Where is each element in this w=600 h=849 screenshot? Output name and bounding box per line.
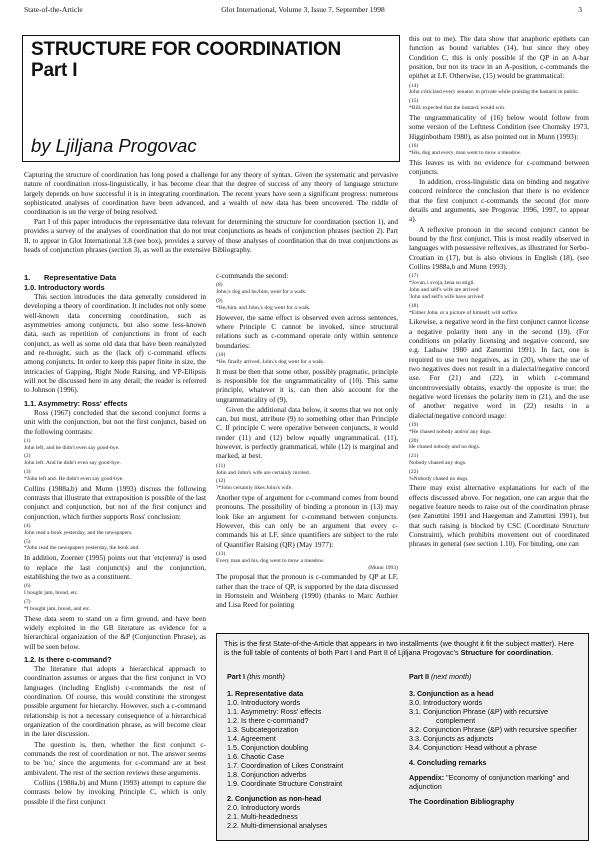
section-heading: 1. Representative Data (24, 273, 117, 282)
example: (5) *John read the newspapers yesterday, the book and. (24, 538, 140, 552)
paragraph: These data seem to stand on a firm ground, and have been widely exploited in the GB literature as evidence for a hierarchical organization of the &P (Conjunction Phrase), as will be seen below. (24, 613, 206, 651)
part-heading: Part I (this month) (227, 672, 285, 681)
abstract-paragraph: Part I of this paper introduces the representative data relevant for determining the structure for coordination (section 1), and provides a survey of the analyses of coordination that do not treat conjunctions as heads of conjunction phrases (section 2). Part II, to appear in Glot International 3.8 (see box), provides a survey of those analyses of coordination that do treat conjunctions as heads of conjunction phrases (section 3), as well as the extensive Bibliography. (24, 217, 398, 254)
paragraph: However, the same effect is observed even across sentences, where Principle C cannot be invoked, since structural relations such as c-command operate only within sentence boundaries: (216, 312, 398, 350)
toc-item: 2. Conjunction as non-head (227, 794, 322, 803)
paragraph: Ross (1967) concluded that the second conjunct forms a unit with the conjunction, but not the first conjunct, based on the following contrasts: (24, 407, 206, 436)
toc-item: 1. Representative data (227, 689, 304, 698)
toc-item: 1.3. Subcategorization (227, 725, 299, 734)
toc-item: 1.9. Coordinate Structure Constraint (227, 779, 343, 788)
example: (6) I bought jam, bread, etc. (24, 583, 79, 597)
paragraph: A reflexive pronoun in the second conjunct cannot be bound by the first conjunct. This is most readily observed in languages with possessive reflexives, as illustrated for Serbo-Croatian in (17), but is also obvious in English (18), (see Collins 1988a,b and Munn 1993). (409, 224, 589, 272)
toc-item: 2.1. Multi-headedness (227, 812, 298, 821)
column-2 (216, 271, 398, 611)
column-3 (409, 34, 589, 550)
paragraph: Collins (1988a,b) and Munn (1993) attempt to capture the contrasts below by invoking Principle C, which is only possible if the first conjunct (24, 778, 206, 806)
example: (4) John read a book yesterday, and the newspapers. (24, 523, 133, 536)
contents-box (216, 633, 589, 841)
running-header (24, 5, 582, 16)
example: (9) *Heᵢ/himᵢ and Johnᵢ's dog went for a walk. (216, 297, 311, 311)
paragraph: c-commands the second: (216, 271, 289, 280)
toc-item: 1.4. Agreement (227, 734, 276, 743)
toc-item: 3.3. Conjuncts as adjuncts (409, 734, 494, 743)
title-box (22, 35, 400, 162)
example: (1) John left, and he didn't even say good-bye. (24, 437, 120, 451)
example: (18) *Either Johnᵢ or a picture of himselfᵢ will suffice. (409, 302, 519, 316)
paragraph: The question is, then, whether the first conjunct c-commands the rest of coordination or not. The answer seems to be 'no,' since the arguments for c-command are at best ambivalent. The rest of the section reviews these arguments. (24, 739, 206, 777)
abstract-paragraph: Capturing the structure of coordination has long posed a challenge for any theory of syntax. Given the systematic and pervasive nature of coordination cross-linguistically, it has become clear that the degree of success of any theory of language structure largely depends on how successful it is in integrating coordination. The recent years have seen a significant progress: numerous sophisticated analyses of coordination have been advanced, and a wealth of new data has been uncovered. The riddle of coordination is on the verge of being resolved. (24, 171, 398, 217)
example: (17) *Jovanᵢ i svojaᵢ žena su stigli. John and self's wife are arrived 'John and self's wife have arrived' (409, 273, 485, 300)
toc-item: 3.2. Conjunction Phrase (&P) with recursive specifier (409, 725, 577, 734)
toc-item: 1.0. Introductory words (227, 698, 301, 707)
toc-item: 1.7. Coordination of Likes Constraint (227, 761, 344, 770)
example: (10) *Heᵢ finally arrived. Johnᵢ's dog went for a walk. (216, 351, 325, 365)
toc-item: 2.2. Multi-dimensional analyses (227, 821, 328, 830)
paragraph: Given the additional data below, it seems that we not only can, but must, attribute (9) to something other than Principle C. If principle C were operative between conjuncts, it would render (11) and (12) below equally ungrammatical. (11), however, is perfectly grammatical, while (12) is marginal and marked, at best. (216, 404, 398, 461)
example: (2) John left. And he didn't even say good-bye. (24, 453, 121, 467)
subsection-heading: 1.0. Introductory words (24, 282, 105, 292)
paragraph: The literature that adopts a hierarchical approach to coordination assumes or argues that the first conjunct in VO languages (including English) c-commands the rest of coordination. Of course, this would constitute the strongest possible argument for hierarchy. However, such a c-command relationship is not a necessary consequence of a hierarchical organization of the coordination phrase, as will become clear in the later discussion. (24, 664, 206, 739)
author-byline: by Ljiljana Progovac (31, 135, 197, 156)
paragraph: This section introduces the data generally considered in developing a theory of coordination. It includes not only some well-known data concerning coordination, such as asymmetries among conjuncts, but also some less-known data, such as repetition of conjunctions in front of each conjunct, as well as some old data that have been reanalyzed and re-thought, such as the (lack of) c-command effects among conjuncts. In order to keep this paper finite in size, the intricacies of Gapping, Right Node Raising, and VP-Ellipsis will not be discussed here in any detail; the reader is referred to Johnson (1996). (24, 291, 206, 395)
paragraph: Likewise, a negative word in the first conjunct cannot license a negative polarity item any in the second (19). (For conditions on polarity licensing and negative concord, see e.g. Laduaw 1980 and Zanuttini 1991). In fact, one is required to use two negatives, as in (20), where the use of two negatives does not result in a dialectal/negative concord use. For (21) and (22), in which c-command uncontroversially obtains, exactly the opposite is true: the negative word licenses the polarity item in (21), and the use of another negative word in (22) results in a dialectal/negative concord usage: (409, 317, 589, 420)
paragraph: In addition, Zoerner (1995) points out that 'etc(etera)' is used to replace the last conjunct(s) and the conjunction, establishing the two as a constituent. (24, 553, 206, 581)
subsection-heading: 1.1. Asymmetry: Ross' effects (24, 398, 128, 408)
contents-note: This is the first State-of-the-Article that appears in two installments (we thought it fit the subject matter). Here is the full table of contents of both Part I and Part II of Ljiljana Progovac's Structure for coordination. (224, 639, 574, 658)
toc-item: 2.0. Introductory words (227, 803, 301, 812)
toc-item: 1.2. Is there c-command? (227, 716, 309, 725)
example: (12) ?*John certainly likes John's wife. (216, 478, 293, 492)
paragraph: This leaves us with no evidence for c-command between conjuncts. (409, 157, 589, 176)
paragraph: It must be then that some other, possibly pragmatic, principle is responsible for the ungrammaticality of (10). This same principle, whatever it is, can then also account for the ungrammaticality of (9). (216, 366, 398, 404)
toc-item: 3.4. Conjunction: Head without a phrase (409, 743, 537, 752)
example: (3) *John left and. He didn't even say good-bye. (24, 469, 124, 482)
toc-list (227, 689, 407, 830)
toc-item: 1.1. Asymmetry: Ross' effects (227, 707, 322, 716)
paragraph: Collins (1988a,b) and Munn (1993) discuss the following contrasts that illustrate that extraposition is possible of the last conjunct and conjunction, but not of the first conjunct and conjunction, which further supports Ross' conclusion: (24, 483, 206, 521)
header-journal: Glot International, Volume 3, Issue 7, September 1998 (221, 5, 385, 14)
paragraph: The ungrammaticality of (16) below would follow from some version of the Leftness Condition (see Chomsky 1973, Higginbotham 1980), as also pointed out in Munn (1993): (409, 112, 589, 141)
toc-item: The Coordination Bibliography (409, 797, 515, 806)
toc-list (409, 689, 584, 806)
abstract (24, 171, 398, 255)
toc-item: 4. Concluding remarks (409, 758, 487, 767)
paragraph: Another type of argument for c-command comes from bound pronouns. The possibility of binding a pronoun in (13) may look like an argument for c-command between conjuncts. However, this can only be an argument that every c-commands his at LF, since quantifiers are subject to the rule of Quantifier Raising (QR) (May 1977): (216, 493, 398, 549)
example: (14) John criticized every senatorᵢ in private while praising the bastardᵢ in public. (409, 82, 580, 96)
toc-item: 1.5. Conjunction doubling (227, 743, 309, 752)
paragraph: this out to me). The data show that anaphoric epithets can function as bound variables (14), but since they obey Condition C, this is only possible if the QP in an A-bar position, but not its trace in an A-position, c-commands the epithet at LF. Otherwise, (15) would be grammatical: (409, 34, 589, 81)
article-title: STRUCTURE FOR COORDINATION Part I (31, 39, 342, 81)
example: (15) *Billᵢ expected that the bastardᵢ would win. (409, 98, 506, 112)
paragraph: There may exist alternative explanations for each of the effects discussed above. For negation, one can argue that the negative feature needs to raise out of the coordination phrase (see Zanuttini 1991 and Haegeman and Zanuttini 1991), but that such raising is blocked by CSC (Coordinate Structure Constraint), which prohibits movement out of coordinated phrases in general (see section 1.10). For binding, one can (409, 483, 589, 549)
toc-item: 3. Conjunction as a head (409, 689, 494, 698)
example: (13) Every man and hisᵢ dog went to mow a meadow. (Munn 1993) (216, 551, 398, 571)
header-section: State-of-the-Article (24, 5, 83, 14)
paragraph: The proposal that the pronoun is c-commanded by QP at LF, rather than the trace of QP, is supported by the data discussed in Hornstein and Weinberg (1990) (thanks to Marc Authier and Lisa Reed for pointing (216, 572, 398, 610)
contents-part-2 (409, 672, 584, 806)
part-heading: Part II (next month) (409, 672, 472, 681)
subsection-heading: 1.2. Is there c-command? (24, 654, 112, 664)
example: (19) *He chased nobody and/or any dogs. (409, 421, 492, 435)
example: (16) *Hisᵢ dog and everyᵢ man went to mow a meadow. (409, 142, 522, 156)
example: (21) Nobody chased any dogs. (409, 453, 467, 466)
page-number: 3 (578, 5, 582, 14)
example: (11) John and John's wife are certainly invited. (216, 462, 311, 476)
example: (7) *I bought jam, bread, and etc. (24, 598, 91, 612)
column-1 (24, 271, 206, 807)
toc-item: 1.6. Chaotic Case (227, 752, 285, 761)
example: (20) He chased nobody and no dogs. (409, 437, 481, 451)
contents-part-1 (227, 672, 407, 830)
example: (8) Johnᵢ's dog and heᵢ/himᵢ went for a walk. (216, 282, 307, 296)
toc-item: 3.1. Conjunction Phrase (&P) with recursive complement (409, 707, 549, 725)
toc-item: Appendix: "Economy of conjunction marking" and adjunction (409, 773, 570, 791)
paragraph: In addition, cross-linguistic data on binding and negative concord reinforce the conclusion that there is no evidence that the first conjunct c-commands the second (for more details and arguments, see Progovac 1996, 1997, to appear a). (409, 177, 589, 224)
example: (22) %Nobody chased no dogs. (409, 468, 469, 482)
toc-item: 3.0. Introductory words (409, 698, 483, 707)
toc-item: 1.8. Conjunction adverbs (227, 770, 307, 779)
